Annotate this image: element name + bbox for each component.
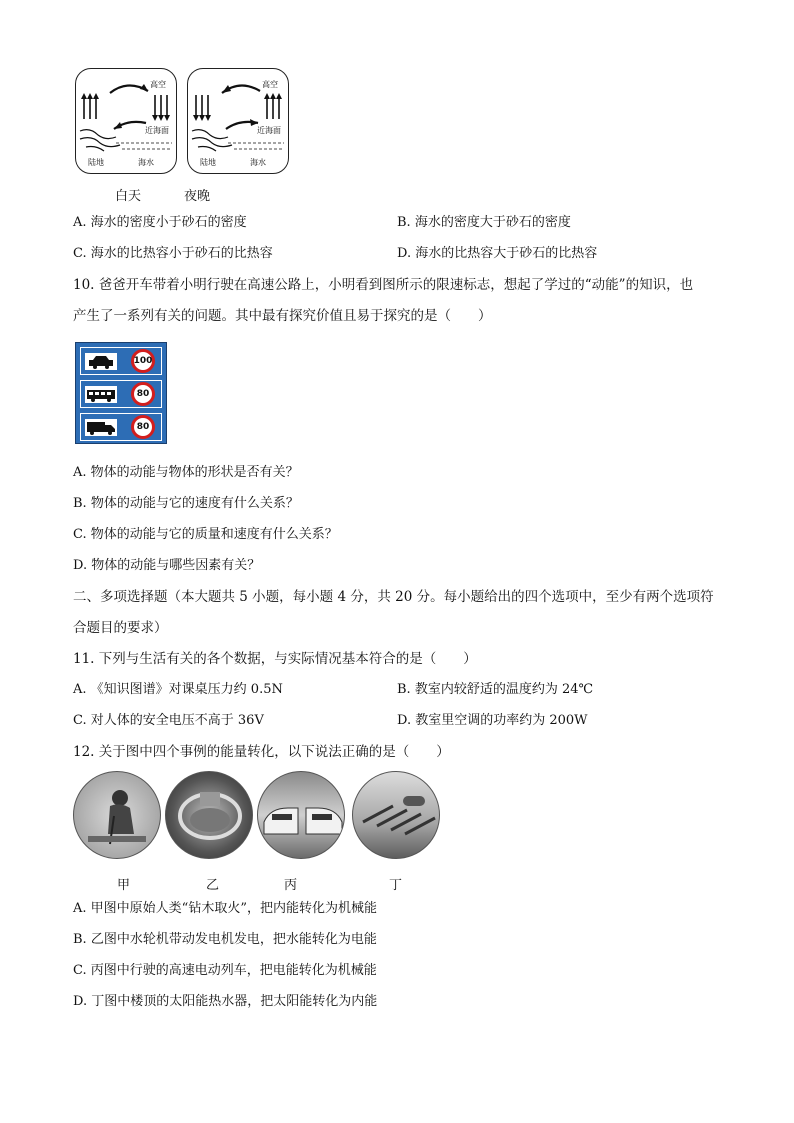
q10-option-b: B. 物体的动能与它的速度有什么关系？ xyxy=(73,496,299,511)
photo-drilling-fire xyxy=(73,771,161,859)
day-breeze-diagram xyxy=(75,68,177,174)
section2-heading-line1: 二、多项选择题（本大题共 5 小题，每小题 4 分，共 20 分。每小题给出的四个选项中，至少有两个选项符 xyxy=(73,589,714,605)
speed-limit-car: 100 xyxy=(131,349,155,373)
q10-option-c: C. 物体的动能与它的质量和速度有什么关系？ xyxy=(73,527,338,542)
q10-option-d: D. 物体的动能与哪些因素有关？ xyxy=(73,558,261,573)
q9-option-c: C. 海水的比热容小于砂石的比热容 xyxy=(73,246,273,261)
speed-row-truck xyxy=(80,413,162,441)
speed-limit-bus: 80 xyxy=(131,382,155,406)
speed-row-car xyxy=(80,347,162,375)
q10-option-a: A. 物体的动能与物体的形状是否有关？ xyxy=(73,465,299,480)
q12-option-b: B. 乙图中水轮机带动发电机发电，把水能转化为电能 xyxy=(73,932,377,947)
night-label-land: 陆地 xyxy=(200,158,216,167)
caption-jia: 甲 xyxy=(117,878,131,893)
photo-electric-train xyxy=(257,771,345,859)
q12-stem: 12. 关于图中四个事例的能量转化，以下说法正确的是（ ） xyxy=(73,744,450,760)
photo-solar-heater xyxy=(352,771,440,859)
q11-option-c: C. 对人体的安全电压不高于 36V xyxy=(73,713,264,728)
q11-option-a: A. 《知识图谱》对课桌压力约 0.5N xyxy=(73,682,283,697)
day-label-land: 陆地 xyxy=(88,158,104,167)
car-icon xyxy=(85,353,117,370)
speed-limit-truck: 80 xyxy=(131,415,155,439)
caption-bing: 丙 xyxy=(284,878,298,893)
night-caption: 夜晚 xyxy=(184,189,211,204)
q11-stem: 11. 下列与生活有关的各个数据，与实际情况基本符合的是（ ） xyxy=(73,651,477,667)
night-label-high: 高空 xyxy=(262,80,278,89)
q9-option-d: D. 海水的比热容大于砂石的比热容 xyxy=(397,246,598,261)
day-label-sea: 海水 xyxy=(138,158,154,167)
q11-option-b: B. 教室内较舒适的温度约为 24℃ xyxy=(397,682,594,697)
caption-ding: 丁 xyxy=(389,878,403,893)
day-caption: 白天 xyxy=(115,189,142,204)
q12-option-a: A. 甲图中原始人类“钻木取火”，把内能转化为机械能 xyxy=(73,901,377,916)
q12-option-d: D. 丁图中楼顶的太阳能热水器，把太阳能转化为内能 xyxy=(73,994,378,1009)
q12-option-c: C. 丙图中行驶的高速电动列车，把电能转化为机械能 xyxy=(73,963,377,978)
photo-water-turbine xyxy=(165,771,253,859)
section2-heading-line2: 合题目的要求） xyxy=(73,620,168,636)
day-label-coast: 近海面 xyxy=(145,126,169,135)
speed-limit-sign xyxy=(75,342,167,444)
q10-stem-line1: 10. 爸爸开车带着小明行驶在高速公路上，小明看到图所示的限速标志，想起了学过的“动能”的知识，也 xyxy=(73,277,694,293)
q10-stem-line2: 产生了一系列有关的问题。其中最有探究价值且易于探究的是（ ） xyxy=(73,308,492,324)
q9-option-b: B. 海水的密度大于砂石的密度 xyxy=(397,215,571,230)
night-label-coast: 近海面 xyxy=(257,126,281,135)
speed-row-bus xyxy=(80,380,162,408)
q9-option-a: A. 海水的密度小于砂石的密度 xyxy=(73,215,247,230)
caption-yi: 乙 xyxy=(206,878,220,893)
night-label-sea: 海水 xyxy=(250,158,266,167)
truck-icon xyxy=(85,419,117,436)
q11-option-d: D. 教室里空调的功率约为 200W xyxy=(397,713,588,728)
night-breeze-diagram xyxy=(187,68,289,174)
day-label-high: 高空 xyxy=(150,80,166,89)
bus-icon xyxy=(85,386,117,403)
